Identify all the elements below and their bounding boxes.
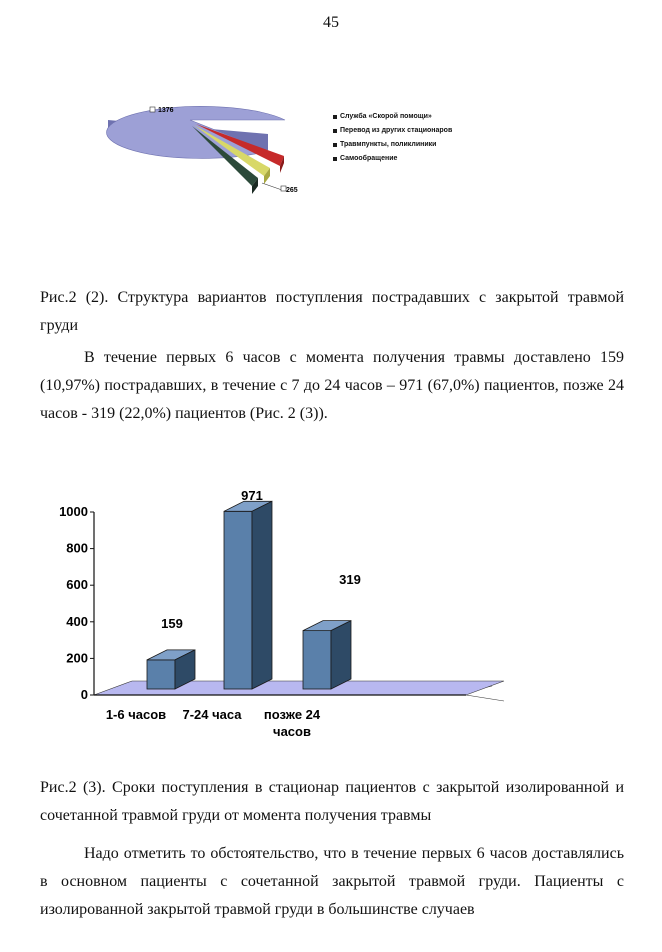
y-tick-label: 200 [66, 650, 88, 666]
x-category-label: 1-6 часов [105, 707, 167, 722]
x-category-label-line2: часов [273, 724, 311, 739]
y-tick-label: 800 [66, 540, 88, 556]
page-number: 45 [323, 14, 339, 31]
bar-side [252, 501, 272, 689]
y-tick-label: 1000 [59, 504, 88, 519]
bar-side [331, 621, 351, 689]
pie-label-1376: 1376 [158, 107, 174, 114]
bar-chart-group [59, 488, 504, 739]
legend-label: Травмпункты, поликлиники [340, 141, 437, 148]
data-label: 159 [161, 616, 183, 631]
y-tick-label: 0 [80, 687, 88, 702]
paragraph-1: В течение первых 6 часов с момента получения травмы доставлено 159 (10,97%) пострадавших, в течение с 7 до 24 часов – 971 (67,0%) пациентов, позже 24 часов - 319 (22,0%) пациентов (Рис. 2 (3)). [40, 349, 624, 422]
bar-front [224, 511, 252, 689]
paragraph-2: Надо отметить то обстоятельство, что в течение первых 6 часов доставлялись в основном пациенты с сочетанной закрытой травмой груди. Пациенты с изолированной закрытой травмой груди в большинстве случаев [40, 845, 624, 918]
legend-label: Служба «Скорой помощи» [340, 113, 432, 120]
legend-label: Перевод из других стационаров [340, 127, 453, 134]
legend-label: Самообращение [340, 155, 398, 162]
x-category-label: позже 24 [263, 707, 321, 722]
caption-2: Рис.2 (3). Сроки поступления в стационар пациентов с закрытой изолированной и сочетанной травмой груди от момента получения травмы [40, 779, 624, 824]
chart-floor-edge [466, 695, 504, 701]
x-category-label: 7-24 часа [182, 707, 242, 722]
y-tick-label: 400 [66, 613, 88, 629]
bar-front [303, 631, 331, 689]
y-tick-label: 600 [66, 577, 88, 593]
data-label: 971 [241, 488, 263, 503]
caption-1: Рис.2 (2). Структура вариантов поступления пострадавших с закрытой травмой груди [40, 289, 624, 334]
bar-front [147, 660, 175, 689]
data-label: 319 [339, 572, 361, 587]
pie-label-265: 265 [286, 187, 298, 194]
